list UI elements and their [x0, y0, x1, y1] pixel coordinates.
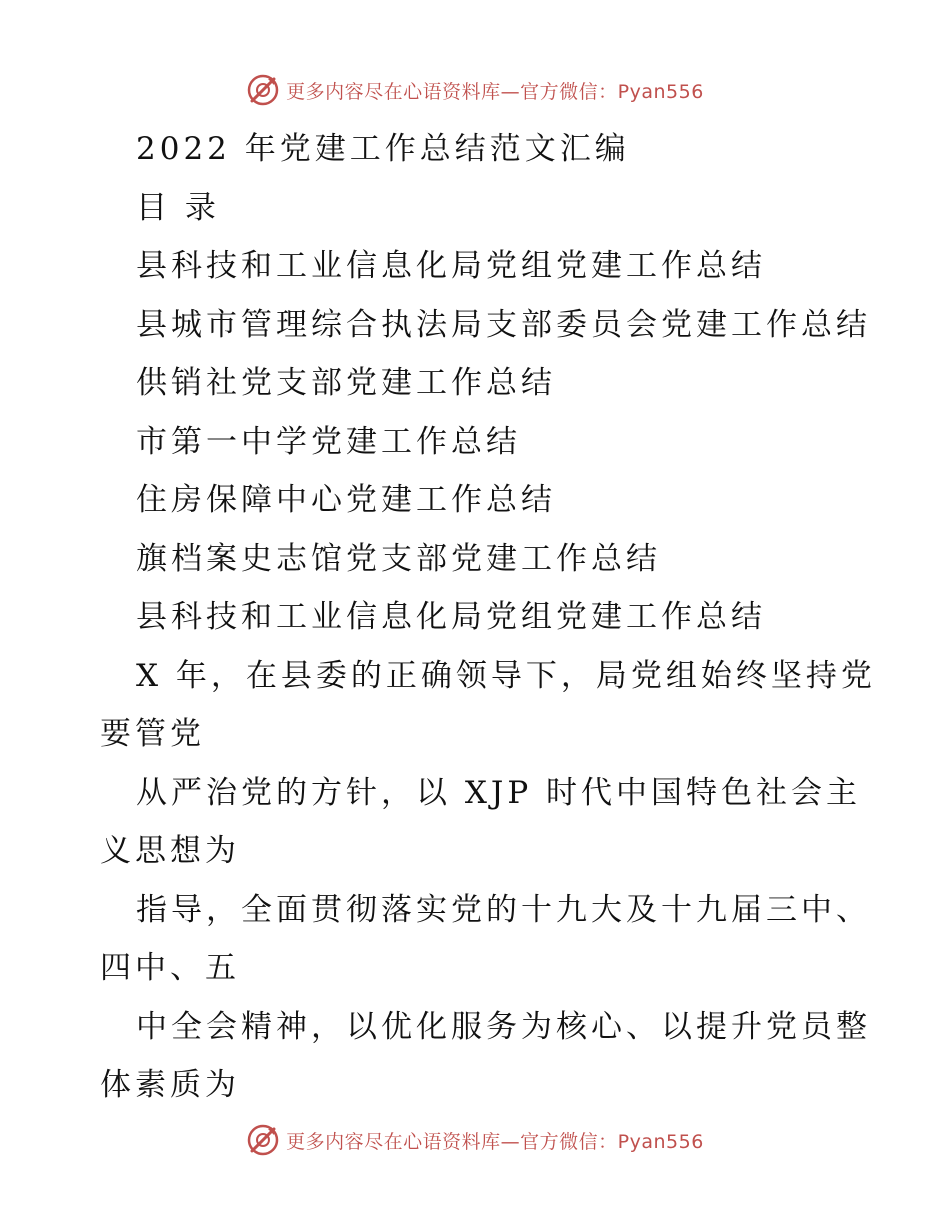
stamp-logo-icon	[246, 73, 280, 107]
toc-item: 市第一中学党建工作总结	[136, 423, 521, 460]
section-title: 县科技和工业信息化局党组党建工作总结	[136, 599, 766, 635]
body-line: 四中、五	[100, 950, 240, 986]
body-line: 从严治党的方针，以 XJP 时代中国特色社会主	[136, 774, 862, 811]
body-line: 义思想为	[100, 833, 240, 869]
document-body	[100, 120, 876, 1115]
toc-item: 县城市管理综合执法局支部委员会党建工作总结	[136, 306, 871, 343]
toc-item: 县科技和工业信息化局党组党建工作总结	[136, 248, 766, 284]
watermark-text: 更多内容尽在心语资料库—官方微信：Pyan556	[286, 1130, 704, 1153]
watermark-banner-top	[0, 70, 950, 110]
body-line: X 年，在县委的正确领导下，局党组始终坚持党	[136, 657, 876, 694]
body-line: 指导，全面贯彻落实党的十九大及十九届三中、	[136, 891, 871, 928]
watermark-banner-bottom	[0, 1120, 950, 1160]
toc-item: 供销社党支部党建工作总结	[136, 365, 556, 401]
body-line: 要管党	[100, 716, 205, 752]
body-line: 中全会精神，以优化服务为核心、以提升党员整	[136, 1008, 871, 1045]
toc-item: 住房保障中心党建工作总结	[136, 482, 556, 518]
watermark-text: 更多内容尽在心语资料库—官方微信：Pyan556	[286, 80, 704, 103]
toc-heading: 目 录	[136, 189, 220, 226]
body-line: 体素质为	[100, 1067, 240, 1103]
document-title: 2022 年党建工作总结范文汇编	[136, 131, 630, 167]
toc-item: 旗档案史志馆党支部党建工作总结	[136, 540, 661, 577]
stamp-logo-icon	[246, 1123, 280, 1157]
